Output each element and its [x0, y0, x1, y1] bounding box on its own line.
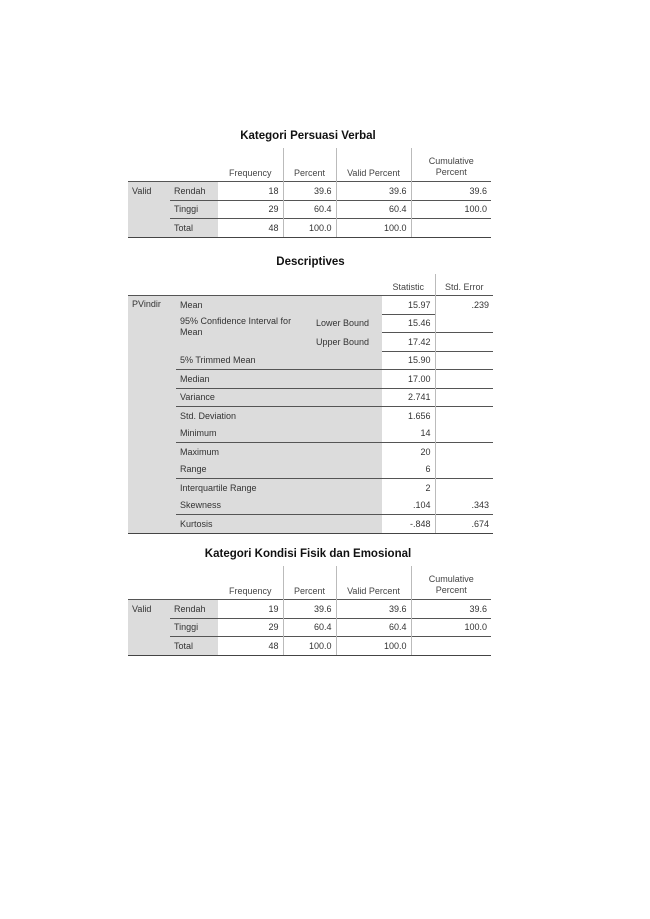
- table2-cell: 2: [382, 479, 435, 497]
- table-row: [128, 388, 493, 407]
- table-row: [128, 443, 493, 461]
- table1-header-valid-percent: Valid Percent: [336, 148, 411, 182]
- table3-cell: 100.0: [283, 637, 336, 656]
- table1-cell: 60.4: [283, 200, 336, 219]
- table1-row-label: Tinggi: [170, 200, 218, 219]
- table2-row-label: Minimum: [176, 425, 382, 443]
- table3-cell: 60.4: [283, 618, 336, 637]
- table3-header-frequency: Frequency: [218, 566, 283, 600]
- table1-header-cumulative: Cumulative Percent: [411, 148, 491, 182]
- table1-cell: 29: [218, 200, 283, 219]
- table2-cell: 15.90: [382, 351, 435, 370]
- table1-cell: 39.6: [283, 182, 336, 201]
- table1-cell: 39.6: [336, 182, 411, 201]
- table2-row-label: Maximum: [176, 443, 382, 461]
- table2-row-sublabel: Upper Bound: [312, 333, 382, 352]
- table-row: [128, 314, 493, 333]
- table1-cell: 100.0: [283, 219, 336, 238]
- table2: [128, 274, 493, 534]
- table2-row-label: Median: [176, 370, 382, 389]
- table3-cell: 39.6: [336, 600, 411, 619]
- table2-row-label: 5% Trimmed Mean: [176, 351, 382, 370]
- table1: [128, 148, 491, 238]
- table2-cell: 1.656: [382, 407, 435, 425]
- table2-row-label: Variance: [176, 388, 382, 407]
- table-row: [128, 182, 491, 201]
- table3-group-label: Valid: [128, 600, 170, 619]
- table2-row-label: Skewness: [176, 497, 382, 515]
- table1-cell: [411, 219, 491, 238]
- table3-cell: 29: [218, 618, 283, 637]
- table2-cell: .239: [435, 296, 493, 315]
- table3-header-valid-percent: Valid Percent: [336, 566, 411, 600]
- table1-row-label: Total: [170, 219, 218, 238]
- table2-row-label: Range: [176, 461, 382, 479]
- table3-row-label: Tinggi: [170, 618, 218, 637]
- table3-cell: 39.6: [283, 600, 336, 619]
- table1-header-percent: Percent: [283, 148, 336, 182]
- table-row: [128, 618, 491, 637]
- table2-cell: 15.97: [382, 296, 435, 315]
- table3-header-row: [128, 566, 491, 600]
- table1-cell: 39.6: [411, 182, 491, 201]
- table2-row-label: Mean: [176, 296, 382, 315]
- table2-row-label: Std. Deviation: [176, 407, 382, 425]
- table3-cell: [411, 637, 491, 656]
- table3: [128, 566, 491, 656]
- table-row: [128, 515, 493, 534]
- table-row: [128, 407, 493, 425]
- table-row: [128, 497, 493, 515]
- table2-cell: 17.42: [382, 333, 435, 352]
- table2-row-label: Kurtosis: [176, 515, 382, 534]
- table1-group-label: Valid: [128, 182, 170, 201]
- table3-row-label: Rendah: [170, 600, 218, 619]
- table2-cell: -.848: [382, 515, 435, 534]
- table3-row-label: Total: [170, 637, 218, 656]
- table2-cell: .674: [435, 515, 493, 534]
- table3-cell: 48: [218, 637, 283, 656]
- table3-cell: 19: [218, 600, 283, 619]
- table3-cell: 100.0: [336, 637, 411, 656]
- table1-cell: 100.0: [411, 200, 491, 219]
- table1-cell: 18: [218, 182, 283, 201]
- table3-header-cumulative: Cumulative Percent: [411, 566, 491, 600]
- table-row: [128, 425, 493, 443]
- table2-ci-label: 95% Confidence Interval for Mean: [176, 314, 312, 351]
- table-row: [128, 296, 493, 315]
- table1-header-row: [128, 148, 491, 182]
- table-row: [128, 479, 493, 497]
- table-row: [128, 351, 493, 370]
- table2-cell: .343: [435, 497, 493, 515]
- table2-row-sublabel: Lower Bound: [312, 314, 382, 333]
- table2-row-label: Interquartile Range: [176, 479, 382, 497]
- table3-header-percent: Percent: [283, 566, 336, 600]
- table2-cell: 15.46: [382, 314, 435, 333]
- table1-title: Kategori Persuasi Verbal: [240, 130, 376, 142]
- table1-row-label: Rendah: [170, 182, 218, 201]
- table-row: [128, 461, 493, 479]
- table-row: [128, 200, 491, 219]
- table2-cell: 17.00: [382, 370, 435, 389]
- table3-cell: 39.6: [411, 600, 491, 619]
- table2-cell: 20: [382, 443, 435, 461]
- table2-title: Descriptives: [276, 256, 345, 268]
- table1-cell: 100.0: [336, 219, 411, 238]
- table2-header-statistic: Statistic: [382, 274, 435, 296]
- table2-cell: 6: [425, 464, 431, 475]
- table2-header-std-error: Std. Error: [435, 274, 493, 296]
- table1-header-frequency: Frequency: [218, 148, 283, 182]
- table2-variable-label: PVindir: [128, 296, 176, 534]
- table3-cell: 60.4: [336, 618, 411, 637]
- table-row: [128, 219, 491, 238]
- table-row: [128, 370, 493, 389]
- table2-cell: .104: [412, 500, 431, 511]
- table1-cell: 60.4: [336, 200, 411, 219]
- table2-header-row: [128, 274, 493, 296]
- table1-cell: 48: [218, 219, 283, 238]
- table2-cell: 2.741: [382, 388, 435, 407]
- table3-cell: 100.0: [411, 618, 491, 637]
- table-row: [128, 637, 491, 656]
- table2-cell: 14: [420, 428, 431, 439]
- table3-title: Kategori Kondisi Fisik dan Emosional: [204, 548, 412, 560]
- table-row: [128, 600, 491, 619]
